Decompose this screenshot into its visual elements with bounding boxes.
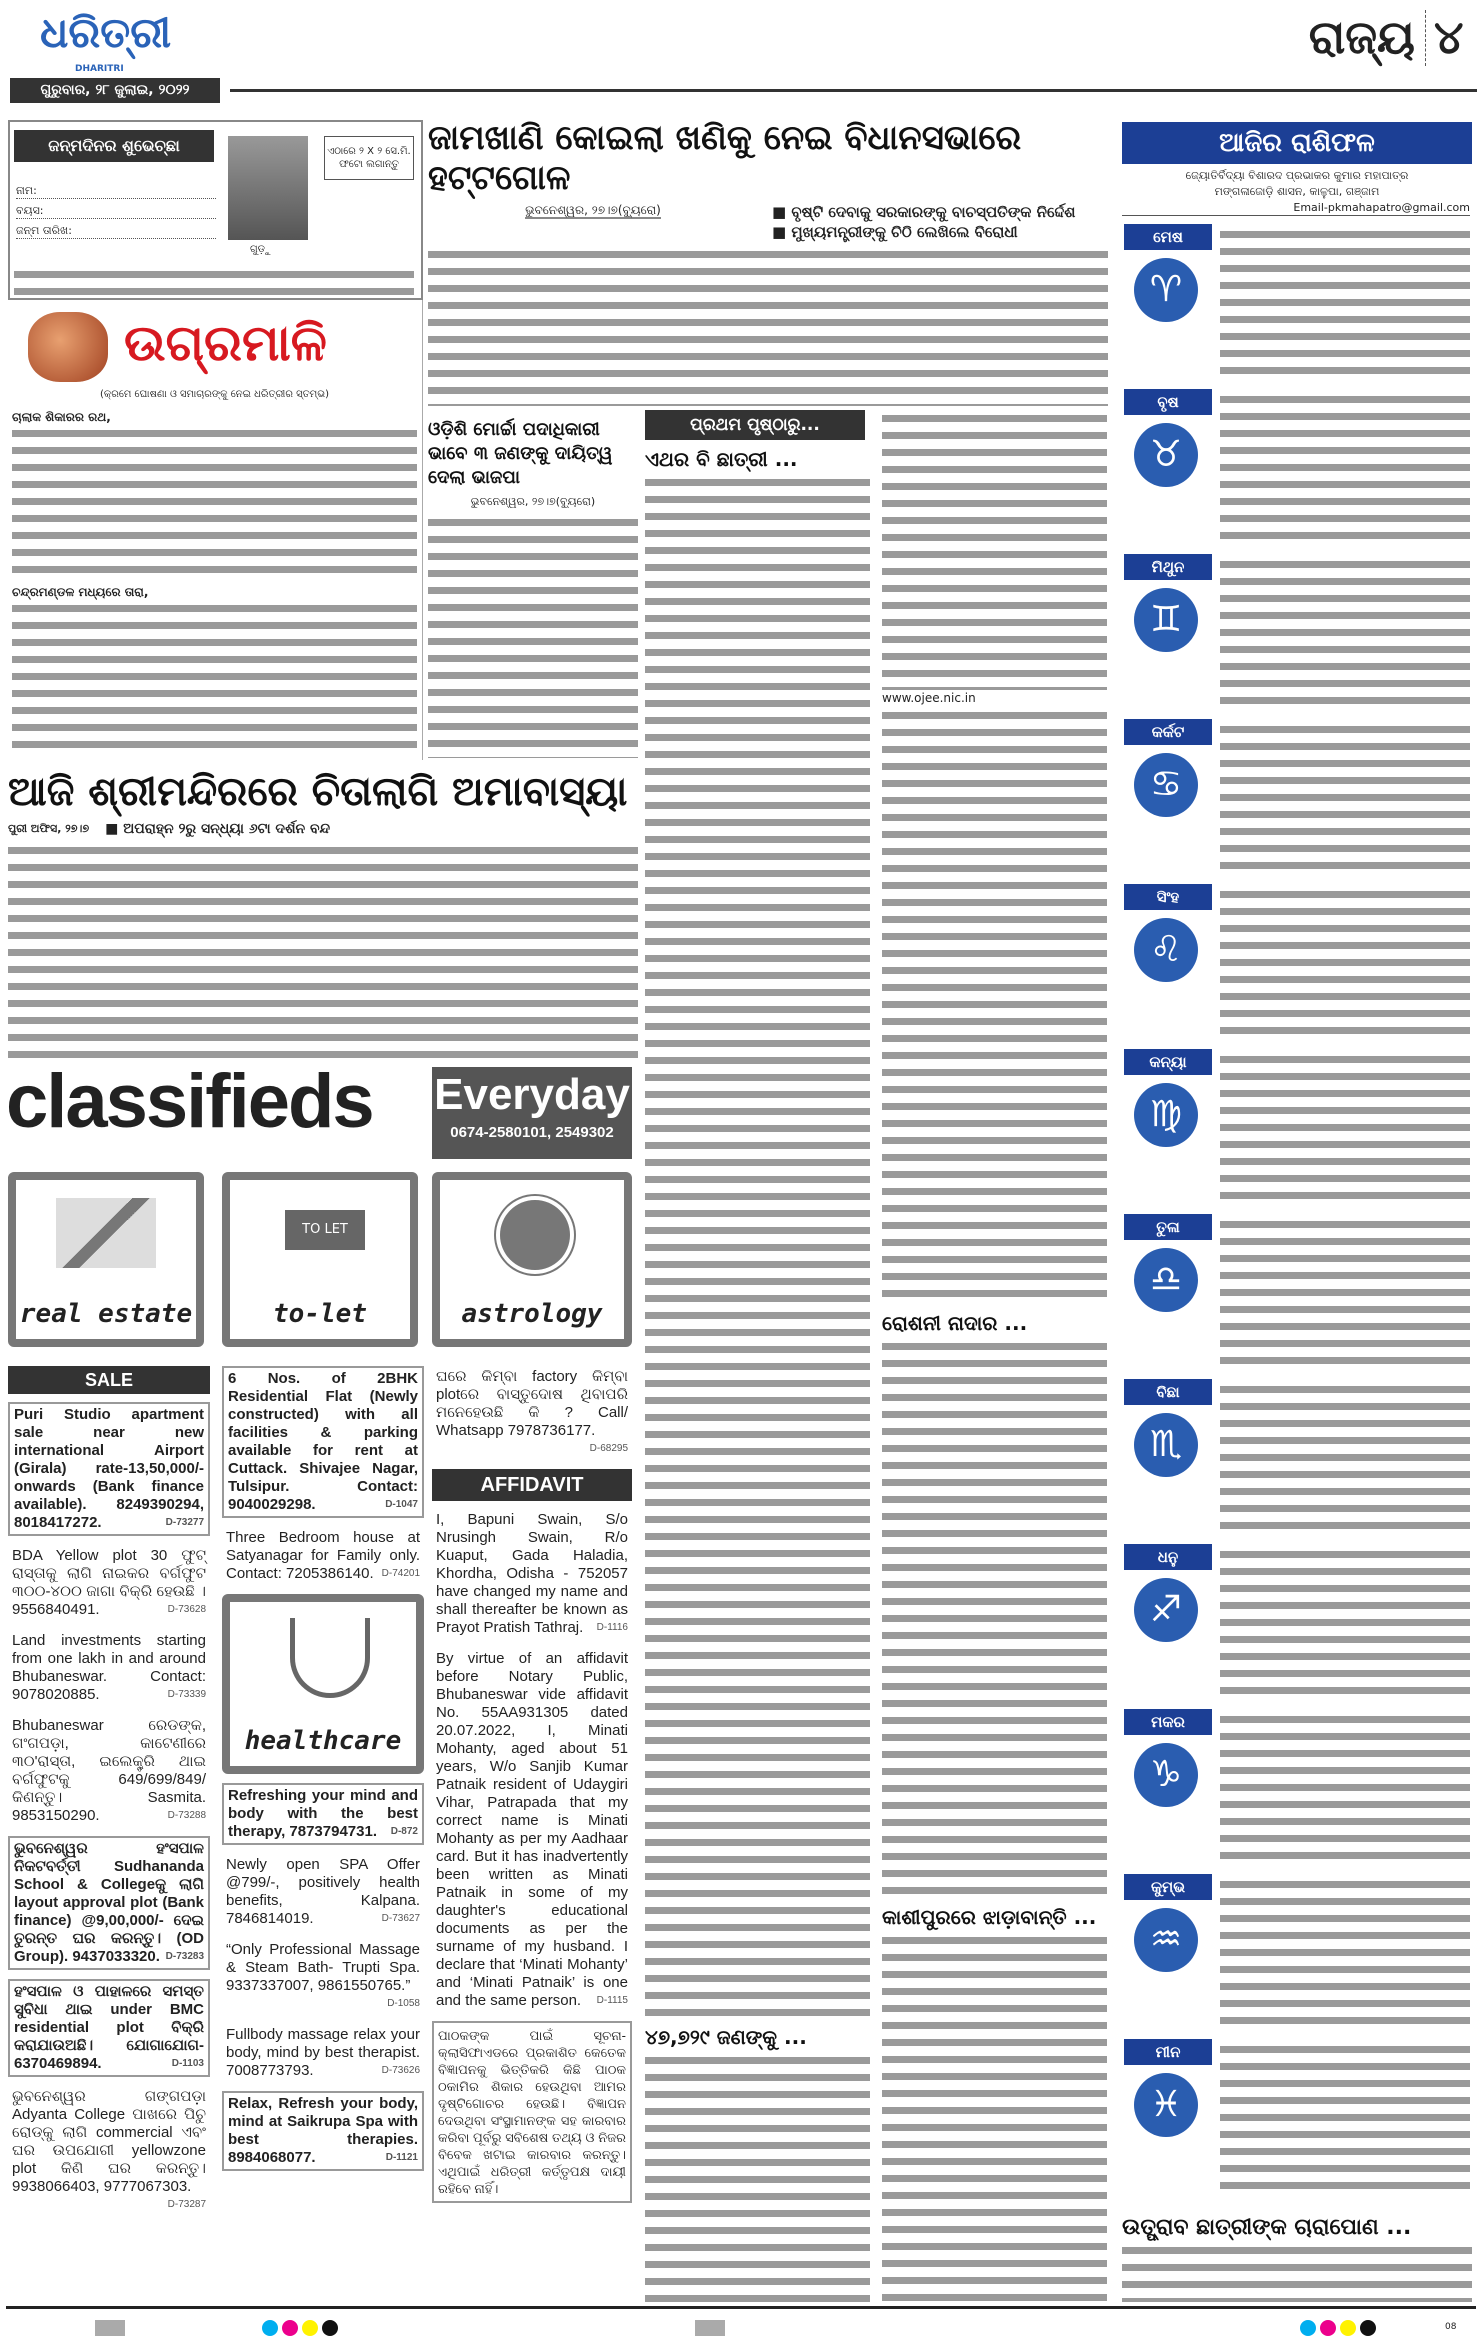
horoscope-place: ମଙ୍ଗଳାଜୋଡ଼ି ଶାସନ, କାଳୁପା, ଗଞ୍ଜାମ bbox=[1214, 185, 1380, 198]
subhead-1: ଏଥର ବି ଛାତ୍ରୀ ... bbox=[645, 447, 798, 471]
classified-ad bbox=[432, 1366, 632, 1460]
subhead-2: ରୋଶନୀ ନାଦାର ... bbox=[882, 1311, 1028, 1335]
zodiac-icon: ♍ bbox=[1134, 1083, 1198, 1147]
ugramali-subtitle: (କ୍ରମେ ଘୋଷଣା ଓ ସମାଚାରଙ୍କୁ ନେଇ ଧରିତ୍ରୀର ସ୍ତମ୍ଭ) bbox=[99, 389, 330, 400]
sign-label: ମେଷ bbox=[1124, 224, 1212, 250]
logo: ଧରିତ୍ରୀ bbox=[40, 8, 172, 57]
sign-label: କର୍କଟ bbox=[1124, 719, 1212, 745]
classified-ad bbox=[222, 1366, 424, 1518]
horoscope-sign bbox=[1122, 1544, 1472, 1704]
classified-ad bbox=[8, 1402, 210, 1536]
real-estate-ad bbox=[8, 1172, 204, 1347]
subhead-3: କାଶୀପୁରରେ ଝାଡ଼ାବାନ୍ତି ... bbox=[882, 1905, 1097, 1929]
sign-prediction bbox=[1220, 391, 1470, 541]
main-dateline bbox=[428, 202, 758, 242]
ad-code: D-73628 bbox=[167, 1604, 206, 1615]
cont-body-right-2 bbox=[882, 1338, 1107, 1898]
rule bbox=[230, 89, 1477, 92]
dateline-text: ଭୁବନେଶ୍ୱର, ୨୭।୭(ବ୍ୟୁରୋ) bbox=[525, 203, 661, 217]
horoscope-sign bbox=[1122, 884, 1472, 1044]
main-bullets bbox=[772, 202, 1108, 242]
main-story bbox=[428, 118, 1108, 406]
ad-code: D-872 bbox=[390, 1826, 418, 1837]
bjp-dateline: ଭୁବନେଶ୍ୱର, ୨୭।୭(ବ୍ୟୁରୋ) bbox=[470, 495, 596, 508]
ugramali-head-1: ଚାଲାକ ଶିକାରର ରଥ, bbox=[12, 410, 111, 424]
classified-ad bbox=[222, 1783, 424, 1845]
sign-label: ସିଂହ bbox=[1124, 884, 1212, 910]
sign-prediction bbox=[1220, 1051, 1470, 1201]
ugramali-body-2 bbox=[12, 600, 417, 756]
color-registration-marks bbox=[262, 2320, 338, 2336]
to-let-sign-icon: TO LET bbox=[285, 1210, 365, 1250]
sign-prediction bbox=[1220, 1381, 1470, 1531]
ad-text: Newly open SPA Offer @799/-, positively health benefits, Kalpana. 7846814019. bbox=[226, 1856, 420, 1927]
horoscope-title: ଆଜିର ରାଶିଫଳ bbox=[1122, 122, 1472, 164]
sign-label: ମୀନ bbox=[1124, 2039, 1212, 2065]
ad-code: D-73283 bbox=[165, 1951, 204, 1962]
sign-prediction bbox=[1220, 226, 1470, 376]
classifieds-title: classifieds bbox=[6, 1059, 373, 1144]
photo bbox=[228, 136, 308, 240]
ad-text: By virtue of an affidavit before Notary Public, Bhubaneswar vide affidavit No. 55AA931305 dated 20.07.2022, I, Minati Mohanty, aged about 51 years, W/o Sanjib Kumar Patnaik resident of Udaygiri Vihar, Patrapada that my correct name is Minati Mohanty as per my Aadhaar card. But it has inadvertently been written as Minati Patnaik in some of my daughter's educational documents as per the surname of my husband. I declare that ‘Minati Mohanty’ and ‘Minati Patnaik’ is one and the same person. bbox=[436, 1650, 628, 2009]
photo-caption: ଗୁଡ଼ୁ bbox=[250, 244, 271, 255]
ad-text: ଘରେ କିମ୍ବା factory କିମ୍ବା plotରେ ବାସ୍ତୁଦୋଷ ଥିବାପରି ମନେହେଉଛି କି ? Call/ Whatsapp 7978736177. bbox=[436, 1368, 628, 1439]
registration-mark-mid bbox=[695, 2320, 725, 2336]
zodiac-icon: ♎ bbox=[1134, 1248, 1198, 1312]
horoscope-sign bbox=[1122, 1709, 1472, 1869]
bullet-text: ମୁଖ୍ୟମନ୍ତ୍ରୀଙ୍କୁ ଚିଠି ଲେଖିଲେ ବିରୋଧୀ bbox=[791, 223, 1018, 241]
ad-text: Relax, Refresh your body, mind at Saikrupa Spa with best therapies. 8984068077. bbox=[228, 2095, 418, 2166]
ad-code: D-1058 bbox=[387, 1998, 420, 2009]
sign-prediction bbox=[1220, 1876, 1470, 2026]
front-page-cont-title: ପ୍ରଥମ ପୃଷ୍ଠାରୁ... bbox=[645, 410, 865, 440]
bjp-story bbox=[428, 418, 638, 758]
ad-text: Puri Studio apartment sale near new international Airport (Girala) rate-13,50,000/- onwards (Bank finance available). 8249390294, 8018417272. bbox=[14, 1406, 204, 1531]
horoscope-sign bbox=[1122, 719, 1472, 879]
sign-label: କନ୍ୟା bbox=[1124, 1049, 1212, 1075]
to-let-label: to-let bbox=[273, 1299, 367, 1329]
classified-ad bbox=[8, 1545, 210, 1621]
main-bullet-1: ■ ବୃଷ୍ଟି ଦେବାକୁ ସରକାରଙ୍କୁ ବାଚସ୍ପତିଙ୍କ ନିର୍ଦ୍ଦେଶ bbox=[772, 203, 1076, 221]
sign-prediction bbox=[1220, 1546, 1470, 1696]
main-headline: ଜାମଖାଣି କୋଇଲା ଖଣିକୁ ନେଇ ବିଧାନସଭାରେ ହଟ୍ଟଗୋଳ bbox=[428, 118, 1022, 198]
classifieds-col-1 bbox=[8, 1366, 210, 2298]
ad-text: 6 Nos. of 2BHK Residential Flat (Newly constructed) with all facilities & parking available for rent at Cuttack. Shivajee Nagar, Tulsipur. Contact: 9040029298. bbox=[228, 1370, 418, 1513]
ad-text: “Only Professional Massage & Steam Bath- Trupti Spa. 9337337007, 9861550765.” bbox=[226, 1941, 420, 1994]
ugramali-head-2: ଚନ୍ଦ୍ରମଣ୍ଡଳ ମଧ୍ୟରେ ତାରା, bbox=[12, 585, 149, 599]
horoscope-sign bbox=[1122, 224, 1472, 384]
sale-header: SALE bbox=[8, 1366, 210, 1394]
ugramali-box bbox=[8, 300, 423, 760]
ugramali-title: ଉଗ୍ରମାଳି bbox=[124, 314, 327, 372]
zodiac-icon: ♈ bbox=[1134, 258, 1198, 322]
horoscope-author: ଜ୍ୟୋତିର୍ବିଦ୍ୟା ବିଶାରଦ ପ୍ରଭାକର କୁମାର ମହାପାତ୍ର bbox=[1185, 169, 1409, 182]
ad-text: Refreshing your mind and body with the best therapy, 7873794731. bbox=[228, 1787, 418, 1840]
horoscope-email[interactable]: Email-pkmahapatro@gmail.com bbox=[1122, 200, 1470, 216]
everyday-label: Everyday bbox=[434, 1070, 630, 1119]
zodiac-icon: ♐ bbox=[1134, 1578, 1198, 1642]
zodiac-icon: ♑ bbox=[1134, 1743, 1198, 1807]
astrology-ad bbox=[432, 1172, 632, 1347]
classified-ad bbox=[222, 2091, 424, 2171]
everyday-box bbox=[432, 1067, 632, 1159]
ad-code: D-73287 bbox=[167, 2199, 206, 2210]
age-field[interactable]: ବୟସ: bbox=[16, 204, 216, 219]
ad-code: D-73277 bbox=[165, 1517, 204, 1528]
temple-dateline: ପୁରୀ ଅଫିସ, ୨୭।୭ bbox=[8, 822, 90, 835]
ad-code: D-73288 bbox=[167, 1810, 206, 1821]
sign-prediction bbox=[1220, 1711, 1470, 1861]
bjp-headline: ଓଡ଼ିଶି ମୋର୍ଚ୍ଚା ପଦାଧିକାରୀ ଭାବେ ୩ ଜଣଙ୍କୁ ଦାୟିତ୍ୱ ଦେଲା ଭାଜପା bbox=[428, 419, 613, 488]
sign-prediction bbox=[1220, 1216, 1470, 1366]
main-bullet-2: ■ ମୁଖ୍ୟମନ୍ତ୍ରୀଙ୍କୁ ଚିଠି ଲେଖିଲେ ବିରୋଧୀ bbox=[772, 223, 1018, 241]
horoscope-sign bbox=[1122, 554, 1472, 714]
ad-code: D-1116 bbox=[596, 1622, 628, 1633]
ad-code: D-73626 bbox=[381, 2065, 420, 2076]
planet-icon bbox=[500, 1200, 570, 1270]
footer-rule bbox=[6, 2306, 1476, 2309]
horoscope-sign bbox=[1122, 1214, 1472, 1374]
zodiac-icon: ♊ bbox=[1134, 588, 1198, 652]
ad-code: D-1047 bbox=[385, 1499, 418, 1510]
birthday-note bbox=[14, 266, 414, 296]
classified-ad bbox=[222, 1854, 424, 1930]
cont-body-right bbox=[882, 410, 1107, 690]
ad-code: D-73339 bbox=[167, 1689, 206, 1700]
classifieds-col-3 bbox=[432, 1366, 632, 2298]
ad-code: D-73627 bbox=[381, 1913, 420, 1924]
page-number: ୪ bbox=[1425, 10, 1464, 66]
affidavit-header: AFFIDAVIT bbox=[432, 1469, 632, 1501]
main-body bbox=[428, 246, 1108, 406]
classified-ad bbox=[8, 1979, 210, 2077]
ad-code: D-74201 bbox=[381, 1568, 420, 1579]
sign-prediction bbox=[1220, 886, 1470, 1036]
cont-col-left bbox=[645, 410, 870, 2302]
stethoscope-icon bbox=[290, 1618, 370, 1698]
zodiac-icon: ♋ bbox=[1134, 753, 1198, 817]
ad-code: D-1115 bbox=[596, 1995, 628, 2006]
registration-mark-left bbox=[95, 2320, 125, 2336]
classifieds-phone: 0674-2580101, 2549302 bbox=[450, 1124, 614, 1141]
to-let-ad bbox=[222, 1172, 418, 1347]
dob-field[interactable]: ଜନ୍ମ ତାରିଖ: bbox=[16, 224, 216, 239]
classified-ad bbox=[8, 2086, 210, 2216]
horoscope-sign bbox=[1122, 389, 1472, 549]
logo-en: DHARITRI bbox=[75, 64, 124, 74]
photo-size-note: ଏଠାରେ ୨ X ୨ ସେ.ମି. ଫଟୋ ଲଗାନ୍ତୁ bbox=[324, 136, 414, 180]
healthcare-label: healthcare bbox=[244, 1726, 402, 1756]
classified-ad bbox=[432, 1509, 632, 1639]
sign-label: ବୃଷ bbox=[1124, 389, 1212, 415]
horoscope-sign bbox=[1122, 1379, 1472, 1539]
ad-text: BDA Yellow plot 30 ଫୁଟ୍ ରାସ୍ତାକୁ ଲାଗି ନାଇକର ବର୍ଗଫୁଟ ୩୦୦-୪୦୦ ଜାଗା ବିକ୍ରି ହେଉଛି । 9556840491. bbox=[12, 1547, 206, 1618]
sign-prediction bbox=[1220, 556, 1470, 706]
cont-body-right-3 bbox=[882, 1932, 1107, 2302]
name-field[interactable]: ନାମ: bbox=[16, 184, 216, 199]
classified-ad bbox=[8, 1836, 210, 1970]
zodiac-icon: ♏ bbox=[1134, 1413, 1198, 1477]
cartoon-icon bbox=[28, 312, 108, 382]
temple-highlight: ■ ଅପରାହ୍ନ ୨ରୁ ସନ୍ଧ୍ୟା ୬ଟା ଦର୍ଶନ ବନ୍ଦ bbox=[105, 821, 331, 837]
sign-label: କୁମ୍ଭ bbox=[1124, 1874, 1212, 1900]
zodiac-icon: ♓ bbox=[1134, 2073, 1198, 2137]
zodiac-icon: ♉ bbox=[1134, 423, 1198, 487]
sign-label: ତୁଳା bbox=[1124, 1214, 1212, 1240]
real-estate-label: real estate bbox=[19, 1299, 193, 1329]
date-bar: ଗୁରୁବାର, ୨୮ ଜୁଲାଇ, ୨୦୨୨ bbox=[10, 78, 220, 103]
subhead-4: ୪୭,୭୨୯ ଜଣଙ୍କୁ ... bbox=[645, 2025, 807, 2049]
section-name: ରାଜ୍ୟ bbox=[1308, 10, 1415, 64]
temple-body bbox=[8, 842, 638, 1058]
zodiac-icon: ♒ bbox=[1134, 1908, 1198, 1972]
classified-ad bbox=[222, 1939, 424, 2015]
bjp-body bbox=[428, 514, 638, 758]
reader-notice: ପାଠକଙ୍କ ପାଇଁ ସୂଚନା- କ୍ଲାସିଫାଏଡରେ ପ୍ରକାଶିତ କେତେକ ବିଜ୍ଞାପନକୁ ଭିତ୍ତିକରି କିଛି ପାଠକ ଠକାମିର ଶିକାର ହେଉଥିବା ଆମର ଦୃଷ୍ଟିଗୋଚର ହେଉଛି। ବିଜ୍ଞାପନ ଦେଉଥିବା ସଂସ୍ଥାମାନଙ୍କ ସହ କାରବାର କରିବା ପୂର୍ବରୁ ସବିଶେଷ ତଥ୍ୟ ଓ ନିଜର ବିବେକ ଖଟାଇ କାରବାର କରନ୍ତୁ। ଏଥିପାଇଁ ଧରିତ୍ରୀ କର୍ତ୍ତୃପକ୍ଷ ଦାୟୀ ରହିବେ ନାହିଁ। bbox=[432, 2021, 632, 2203]
astrology-label: astrology bbox=[461, 1299, 603, 1329]
ugramali-body-1 bbox=[12, 425, 417, 578]
cont-body-right-1b bbox=[882, 707, 1107, 1304]
main-subrow bbox=[428, 202, 1108, 242]
page-code: 08 bbox=[1445, 2322, 1457, 2332]
sign-label: ମକର bbox=[1124, 1709, 1212, 1735]
sign-label: ଧନୁ bbox=[1124, 1544, 1212, 1570]
classified-ad bbox=[432, 1648, 632, 2012]
classifieds-col-2 bbox=[222, 1366, 424, 2298]
cont-body-left-2 bbox=[645, 2052, 870, 2302]
sign-prediction bbox=[1220, 721, 1470, 871]
temple-subrow bbox=[8, 820, 638, 838]
ad-text: Land investments starting from one lakh in and around Bhubaneswar. Contact: 9078020885. bbox=[12, 1632, 206, 1703]
ad-text: Bhubaneswar ରେଡଙ୍କ, ଗଂଗପଡ଼ା, କାଟେଣୀରେ ୩୦'ରାସ୍ତା, ଇଲେକ୍ଟ୍ରି ଥାଇ ବର୍ଗଫୁଟକୁ 649/699/849/ କିଣନ୍ତୁ। Sasmita. 9853150290. bbox=[12, 1717, 206, 1824]
sign-label: ମିଥୁନ bbox=[1124, 554, 1212, 580]
classified-ad bbox=[8, 1630, 210, 1706]
ad-text: Fullbody massage relax your body, mind by best therapist. 7008773793. bbox=[226, 2026, 420, 2079]
cont-body-left bbox=[645, 474, 870, 2018]
color-registration-marks-right bbox=[1300, 2320, 1376, 2336]
horoscope-sign bbox=[1122, 1049, 1472, 1209]
healthcare-ad bbox=[222, 1594, 424, 1774]
bullet-text: ବୃଷ୍ଟି ଦେବାକୁ ସରକାରଙ୍କୁ ବାଚସ୍ପତିଙ୍କ ନିର୍ଦ୍ଦେଶ bbox=[791, 203, 1076, 221]
classified-ad bbox=[222, 2024, 424, 2082]
ad-code: D-1103 bbox=[171, 2058, 204, 2069]
birthday-box bbox=[8, 120, 423, 300]
subhead-5-body bbox=[1122, 2242, 1472, 2302]
website[interactable]: www.ojee.nic.in bbox=[882, 691, 976, 705]
house-icon bbox=[56, 1198, 156, 1268]
cont-col-right bbox=[882, 410, 1107, 2302]
classified-ad bbox=[8, 1715, 210, 1827]
temple-headline: ଆଜି ଶ୍ରୀମନ୍ଦିରରେ ଚିତାଲାଗି ଅମାବାସ୍ୟା bbox=[8, 769, 628, 815]
horoscope-sign bbox=[1122, 1874, 1472, 2034]
ad-text: ହଂସପାଳ ଓ ପାହାଳରେ ସମସ୍ତ ସୁବିଧା ଥାଇ under BMC residential plot ବିକ୍ରି କରାଯାଉଅଛି। ଯୋଗାଯୋଗ- 6370469894. bbox=[14, 1983, 204, 2072]
ad-text: I, Bapuni Swain, S/o Nrusingh Swain, R/o Kuaput, Gada Haladia, Khordha, Odisha - 752057 have changed my name and shall thereafter be known as Prayot Pratish Tathraj. bbox=[436, 1511, 628, 1636]
ad-code: D-1121 bbox=[385, 2152, 418, 2163]
zodiac-icon: ♌ bbox=[1134, 918, 1198, 982]
subhead-5: ଉତ୍ପ୍ରାବ ଛାତ୍ରୀଙ୍କ ଚାରାପୋଣ ... bbox=[1122, 2215, 1412, 2240]
horoscope-sign bbox=[1122, 2039, 1472, 2199]
ugramali-content bbox=[12, 388, 417, 756]
ad-code: D-68295 bbox=[589, 1443, 628, 1454]
subhead-5-block bbox=[1122, 2214, 1472, 2302]
temple-story bbox=[8, 768, 638, 1058]
ad-text: ଭୁବନେଶ୍ୱର ହଂସପାଳ ନିକଟବର୍ତ୍ତୀ Sudhananda School & Collegeକୁ ଲାଗି layout approval plot (Bank finance) @9,00,000/- ଦେଇ ତୁରନ୍ତ ଘର କରନ୍ତୁ। (OD Group). 9437033320. bbox=[14, 1840, 204, 1965]
birthday-title: ଜନ୍ମଦିନର ଶୁଭେଚ୍ଛା bbox=[14, 130, 214, 162]
ad-text: ଭୁବନେଶ୍ୱର ଗଙ୍ଗପଡ଼ା Adyanta College ପାଖରେ ପିଚୁ ରୋଡ୍‌କୁ ଲାଗି commercial ଏବଂ ଘର ଉପଯୋଗୀ yellowzone plot କିଣି ଘର କରନ୍ତୁ। 9938066403, 9777067303. bbox=[12, 2088, 206, 2195]
sign-label: ବିଛା bbox=[1124, 1379, 1212, 1405]
classified-ad bbox=[222, 1527, 424, 1585]
highlight-text: ଅପରାହ୍ନ ୨ରୁ ସନ୍ଧ୍ୟା ୬ଟା ଦର୍ଶନ ବନ୍ଦ bbox=[123, 821, 331, 837]
sign-prediction bbox=[1220, 2041, 1470, 2191]
ad-text: Three Bedroom house at Satyanagar for Family only. Contact: 7205386140. bbox=[226, 1529, 420, 1582]
